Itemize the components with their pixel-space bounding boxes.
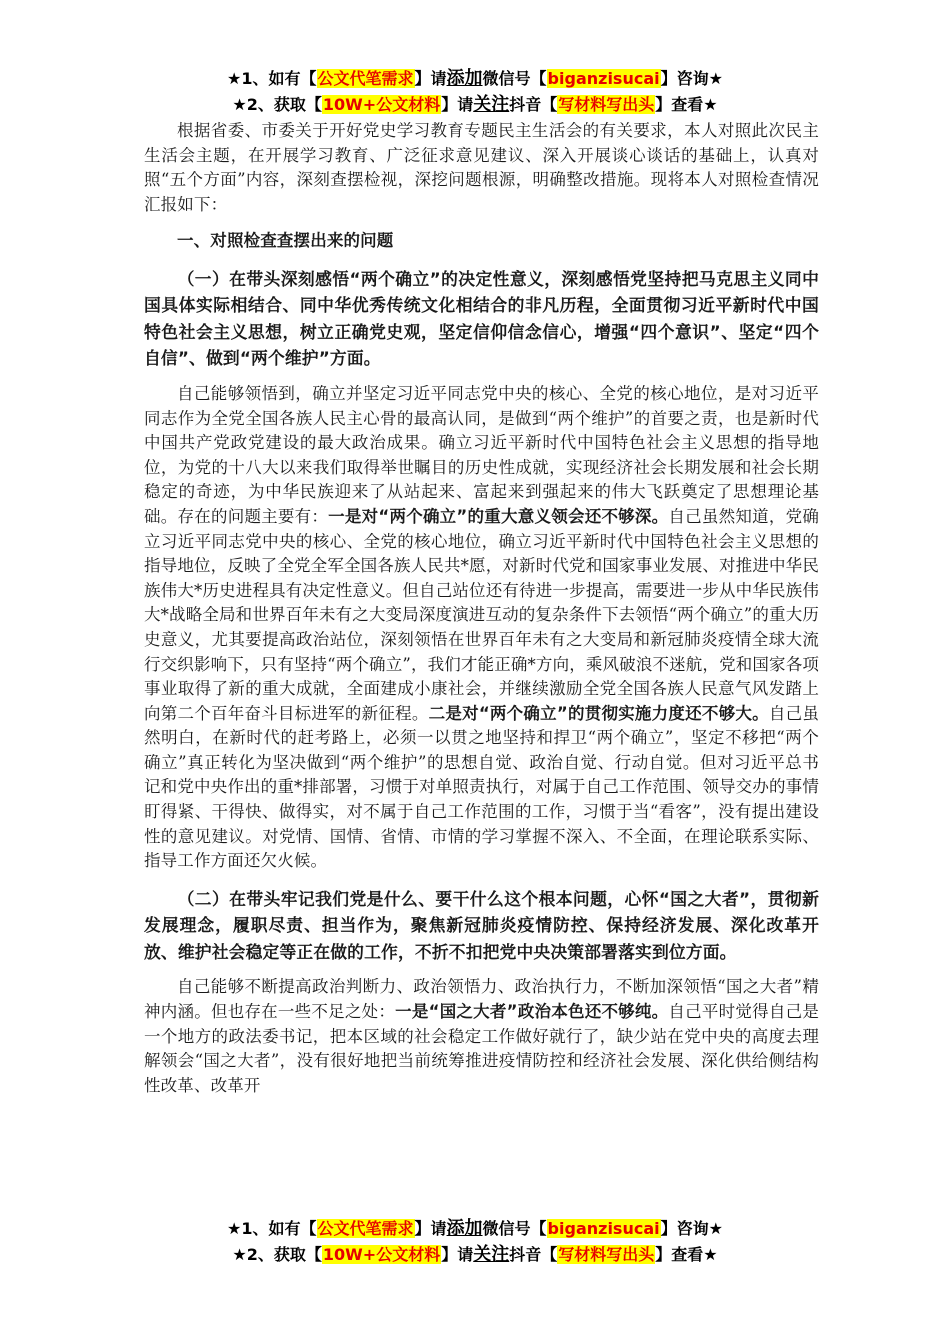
highlight-materials: 10W+公文材料 — [322, 95, 441, 114]
notice-text: 微信号【 — [482, 69, 547, 88]
bold-point-1: 一是对“两个确立”的重大意义领会还不够深。 — [328, 506, 669, 526]
subsection-heading-1: （一）在带头深刻感悟“两个确立”的决定性意义，深刻感悟党坚持把马克思主义同中国具体实际相结合、同中华优秀传统文化相结合的非凡历程，全面贯彻习近平新时代中国特色社会主义思想，树立正确党史观，坚定信仰信念信心，增强“四个意识”、坚定“四个自信”、做到“两个维护”方面。 — [144, 268, 819, 369]
notice-text: 】请 — [414, 1219, 447, 1238]
highlight-service: 公文代笔需求 — [317, 1219, 414, 1238]
section-heading: 一、对照检查查摆出来的问题 — [177, 231, 394, 251]
notice-text: 抖音【 — [509, 95, 558, 114]
notice-text: 】咨询★ — [660, 69, 723, 88]
emphasis-add: 添加 — [446, 68, 483, 89]
emphasis-follow: 关注 — [473, 1244, 510, 1265]
notice-text: ★2、获取【 — [232, 95, 322, 114]
body-paragraph-1 — [144, 382, 819, 874]
notice-line-2 — [0, 1242, 950, 1268]
paragraph-text: 自己能够不断提高政治判断力、政治领悟力、政治执行力，不断加深领悟“国之大者”精神内涵。但也存在一些不足之处： — [144, 977, 819, 1021]
emphasis-follow: 关注 — [473, 94, 510, 115]
bold-point-2: 二是对“两个确立”的贯彻实施力度还不够大。 — [428, 703, 769, 723]
emphasis-add: 添加 — [446, 1218, 483, 1239]
notice-text: ★1、如有【 — [227, 1219, 317, 1238]
intro-paragraph: 根据省委、市委关于开好党史学习教育专题民主生活会的有关要求，本人对照此次民主生活会主题，在开展学习教育、广泛征求意见建议、深入开展谈心谈话的基础上，认真对照“五个方面”内容，深刻查摆检视，深挖问题根源，明确整改措施。现将本人对照检查情况汇报如下： — [144, 121, 819, 214]
notice-text: 微信号【 — [482, 1219, 547, 1238]
notice-line-1 — [0, 66, 950, 92]
body-paragraph-2 — [144, 975, 819, 1098]
notice-text: 】查看★ — [655, 95, 718, 114]
subsection-heading-2: （二）在带头牢记我们党是什么、要干什么这个根本问题，心怀“国之大者”，贯彻新发展理念，履职尽责、担当作为，聚焦新冠肺炎疫情防控、保持经济发展、深化改革开放、维护社会稳定等正在做的工作，不折不扣把党中央决策部署落实到位方面。 — [144, 888, 819, 962]
highlight-wechat-id: biganzisucai — [547, 69, 660, 88]
notice-text: ★1、如有【 — [227, 69, 317, 88]
notice-text: 】咨询★ — [660, 1219, 723, 1238]
footer-notice-banner — [0, 1216, 950, 1268]
header-notice-banner — [0, 66, 950, 118]
bold-point-3: 一是“国之大者”政治本色还不够纯。 — [395, 1001, 669, 1021]
notice-text: 】请 — [441, 1245, 474, 1264]
highlight-materials: 10W+公文材料 — [322, 1245, 441, 1264]
notice-line-1 — [0, 1216, 950, 1242]
paragraph-text: 自己虽然知道，党确立习近平同志党中央的核心、全党的核心地位，确立习近平新时代中国特色社会主义思想的指导地位，反映了全党全军全国各族人民共*愿，对新时代党和国家事业发展、对推进中华民族伟大*历史进程具有决定性意义。但自己站位还有待进一步提高，需要进一步从中华民族伟大*战略全局和世界百年未有之大变局深度演进互动的复杂条件下去领悟“两个确立”的重大历史意义，尤其要提高政治站位，深刻领悟在世界百年未有之大变局和新冠肺炎疫情全球大流行交织影响下，只有坚持“两个确立”，我们才能正确*方向，乘风破浪不迷航，党和国家各项事业取得了新的重大成就，全面建成小康社会，并继续激励全党全国各族人民意气风发踏上向第二个百年奋斗目标进军的新征程。 — [144, 506, 819, 723]
paragraph-text: 自己虽然明白，在新时代的赶考路上，必须一以贯之地坚持和捍卫“两个确立”，坚定不移把“两个确立”真正转化为坚决做到“两个维护”的思想自觉、政治自觉、行动自觉。但对习近平总书记和党中央作出的重*排部署，习惯于对单照责执行，对属于自己工作范围、领导交办的事情盯得紧、干得快、做得实，对不属于自己工作范围的工作，习惯于当“看客”，没有提出建设性的意见建议。对党情、国情、省情、市情的学习掌握不深入、不全面，在理论联系实际、指导工作方面还欠火候。 — [144, 703, 819, 871]
notice-text: 】请 — [441, 95, 474, 114]
notice-text: 】查看★ — [655, 1245, 718, 1264]
highlight-douyin-account: 写材料写出头 — [558, 1245, 655, 1264]
highlight-service: 公文代笔需求 — [317, 69, 414, 88]
highlight-douyin-account: 写材料写出头 — [558, 95, 655, 114]
notice-text: 抖音【 — [509, 1245, 558, 1264]
paragraph-text: 自己能够领悟到，确立并坚定习近平同志党中央的核心、全党的核心地位，是对习近平同志作为全党全国各族人民主心骨的最高认同，是做到“两个维护”的首要之责，也是新时代中国共产党政党建设的最大政治成果。确立习近平新时代中国特色社会主义思想的指导地位，为党的十八大以来我们取得举世瞩目的历史性成就，实现经济社会长期发展和社会长期稳定的奇迹，为中华民族迎来了从站起来、富起来到强起来的伟大飞跃奠定了思想理论基础。存在的问题主要有： — [144, 383, 819, 526]
notice-text: ★2、获取【 — [232, 1245, 322, 1264]
paragraph-text: 自己平时觉得自己是一个地方的政法委书记，把本区域的社会稳定工作做好就行了，缺少站在党中央的高度去理解领会“国之大者”，没有很好地把当前统筹推进疫情防控和经济社会发展、深化供给侧结构性改革、改革开 — [144, 1001, 820, 1095]
document-body — [144, 119, 819, 1098]
notice-line-2 — [0, 92, 950, 118]
notice-text: 】请 — [414, 69, 447, 88]
highlight-wechat-id: biganzisucai — [547, 1219, 660, 1238]
